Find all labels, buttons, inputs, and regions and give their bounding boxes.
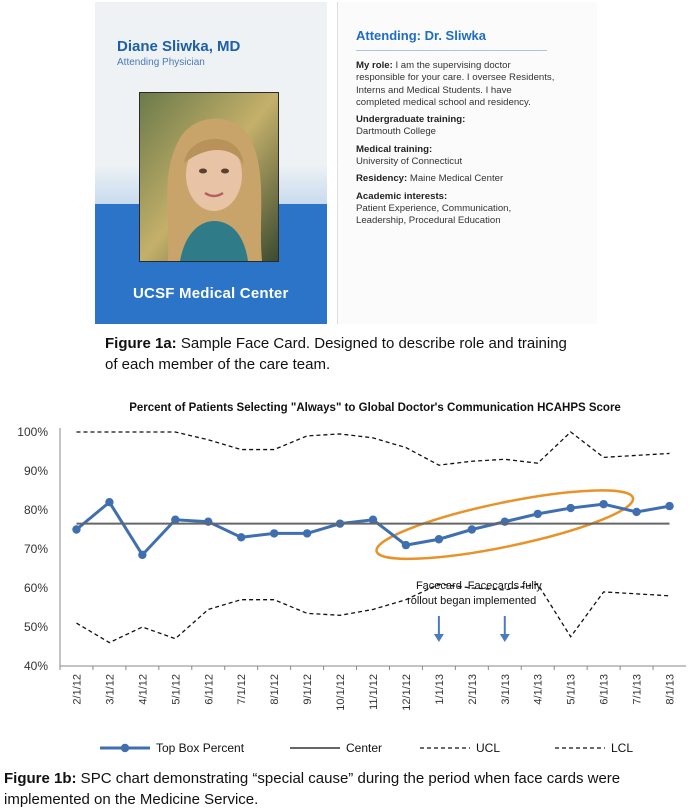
section-undergrad	[356, 114, 556, 139]
spc-chart	[0, 390, 700, 765]
section-label: Residency:	[356, 173, 408, 185]
physician-photo	[139, 92, 279, 262]
data-point	[566, 504, 574, 512]
x-tick-label: 5/1/12	[170, 674, 183, 705]
caption-label: Figure 1b:	[4, 770, 77, 787]
section-medical	[356, 144, 556, 169]
y-tick-label: 50%	[23, 620, 48, 634]
caption-text: Sample Face Card. Designed to describe role and training of each member of the care team.	[105, 335, 567, 373]
data-point	[599, 500, 607, 508]
y-tick-label: 70%	[23, 542, 48, 556]
data-point	[665, 502, 673, 510]
x-tick-label: 3/1/13	[499, 674, 512, 705]
face-card-front	[95, 2, 327, 324]
section-label: Medical training:	[356, 143, 433, 155]
annotation-label: Facecards fully implemented	[467, 580, 542, 607]
data-point	[72, 525, 80, 533]
section-text: I am the supervising doctor responsible for your care. I oversee Residents, Interns and Medical Students. I have completed medical school and residency.	[356, 60, 555, 108]
y-tick-label: 80%	[23, 503, 48, 517]
data-point	[303, 529, 311, 537]
section-text: Patient Experience, Communication, Leadership, Procedural Education	[356, 202, 512, 227]
legend-label: Center	[346, 741, 383, 755]
annotation-label: Facecard rollout began	[407, 580, 471, 607]
card-name: Diane Sliwka, MD	[117, 38, 241, 55]
x-tick-label: 6/1/12	[203, 674, 216, 705]
x-tick-label: 7/1/13	[631, 674, 644, 705]
x-tick-label: 3/1/12	[104, 674, 117, 705]
ucsf-logo: UCSF Medical Center	[133, 285, 289, 302]
x-tick-label: 11/1/12	[368, 674, 380, 710]
x-tick-label: 7/1/12	[236, 674, 249, 705]
x-tick-label: 4/1/13	[532, 674, 545, 705]
legend-marker	[121, 744, 129, 752]
section-text: University of Connecticut	[356, 156, 463, 168]
section-label: Academic interests:	[356, 190, 448, 202]
section-label: Undergraduate training:	[356, 114, 466, 126]
series-line-lcl	[76, 584, 669, 643]
series-line-ucl	[76, 432, 669, 465]
heading-divider	[356, 50, 547, 51]
section-label: My role:	[356, 60, 393, 71]
y-tick-label: 40%	[23, 659, 48, 673]
data-point	[138, 551, 146, 559]
plot-area	[17, 425, 686, 711]
portrait-illustration	[140, 93, 278, 261]
chart-legend	[100, 741, 633, 755]
section-interests	[356, 191, 556, 228]
x-tick-label: 10/1/12	[335, 674, 348, 711]
chart-title: Percent of Patients Selecting "Always" to Global Doctor's Communication HCAHPS Score	[129, 402, 621, 414]
data-point	[105, 498, 113, 506]
x-tick-label: 4/1/12	[137, 674, 150, 705]
card-details	[356, 60, 556, 233]
x-tick-label: 5/1/13	[565, 674, 578, 705]
x-tick-label: 1/1/13	[433, 674, 446, 705]
section-role	[356, 60, 556, 109]
annotation-arrow-head	[434, 634, 444, 642]
legend-label: Top Box Percent	[156, 741, 245, 755]
x-tick-label: 2/1/13	[466, 674, 479, 705]
x-tick-label: 9/1/12	[302, 674, 315, 705]
section-residency	[356, 173, 556, 185]
data-point	[468, 525, 476, 533]
y-tick-label: 90%	[23, 464, 48, 478]
card-heading: Attending: Dr. Sliwka	[356, 28, 487, 43]
y-tick-label: 60%	[23, 581, 48, 595]
data-point	[270, 529, 278, 537]
annotation-arrow-head	[500, 634, 510, 642]
y-tick-label: 100%	[17, 425, 48, 439]
figure-1a-caption	[105, 333, 575, 375]
legend-label: LCL	[611, 741, 634, 755]
figure-1b-caption	[4, 768, 700, 810]
legend-label: UCL	[476, 741, 501, 755]
card-title: Attending Physician	[117, 57, 205, 68]
x-tick-label: 8/1/12	[269, 674, 282, 705]
data-point	[534, 510, 542, 518]
data-point	[632, 508, 640, 516]
caption-label: Figure 1a:	[105, 335, 177, 352]
face-card-back	[337, 2, 597, 324]
x-tick-label: 8/1/13	[664, 674, 677, 705]
x-tick-label: 2/1/12	[71, 674, 84, 705]
data-point	[402, 541, 410, 549]
data-point	[237, 533, 245, 541]
section-text: Maine Medical Center	[409, 173, 504, 185]
caption-text: SPC chart demonstrating “special cause” during the period when face cards were implemented on the Medicine Service.	[4, 770, 621, 808]
x-tick-label: 12/1/12	[400, 674, 413, 711]
section-text: Dartmouth College	[356, 126, 436, 138]
data-point	[435, 535, 443, 543]
x-tick-label: 6/1/13	[598, 674, 611, 705]
